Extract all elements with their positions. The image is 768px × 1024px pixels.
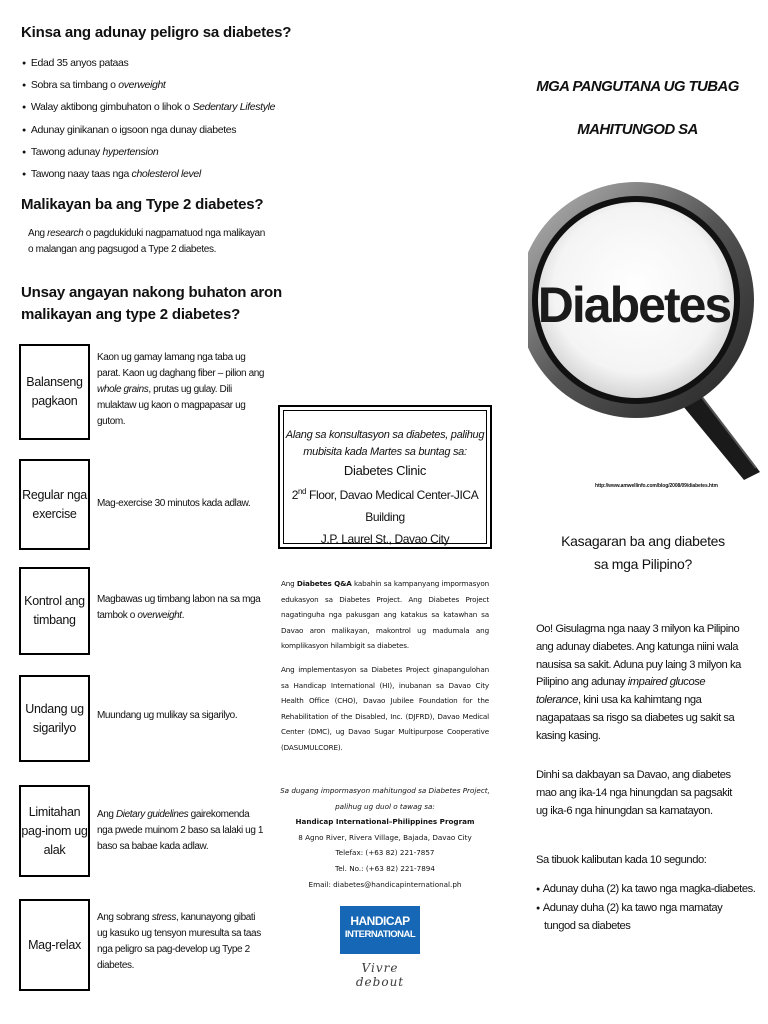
telefax: Telefax: (+63 82) 221-7857 — [335, 848, 435, 858]
magnifying-glass-image — [528, 160, 768, 480]
risk-list — [22, 53, 275, 186]
clinic-intro: Alang sa konsultasyon sa diabetes, palihug mubisita kada Martes sa buntag sa: — [285, 429, 485, 458]
project-paragraph: Ang Diabetes Q&A kabahin sa kampanyang impormasyon edukasyon sa Diabetes Project. Ang Diabetes Project nagatinguha nga pakusgan ang katakus sa katawhan sa Davao aron malikayan, makontrol ug madumala ang komplikasyon hilambigit sa diabetes. — [281, 579, 489, 650]
email: Email: diabetes@handicapinternational.ph — [308, 879, 462, 889]
cover-title-line1: MGA PANGUTANA UG TUBAG — [536, 78, 739, 95]
prevalence-paragraph: Oo! Gisulagma nga naay 3 milyon ka Pilipino ang adunay diabetes. Ang katunga niini wala nausisa sa sakit. Aduna puy laing 3 milyon ka Pilipino ang adunay impaired glucose tolerance, kini usa ka kahimtang nga nagapataas sa risgo sa diabetes ug sakit sa kasing kasing. — [536, 623, 741, 742]
heading-risk: Kinsa ang adunay peligro sa diabetes? — [21, 24, 292, 41]
prevent-paragraph: Ang research o pagdukiduki nagpamatuod nga malikayan o malangan ang pagsugod a Type 2 diabetes. — [28, 228, 265, 255]
worldwide-stats-list — [536, 881, 756, 936]
image-source-url: http://www.amwellinfo.com/blog/2008/09/diabetes.htm — [595, 483, 718, 489]
list-item: ● Tawong naay taas nga cholesterol level — [22, 164, 275, 186]
clinic-name: Diabetes Clinic — [343, 463, 427, 478]
heading-prevalence: Kasagaran ba ang diabetes sa mga Pilipino? — [561, 533, 725, 572]
tip-text: Mag-exercise 30 minutos kada adlaw. — [97, 498, 251, 509]
tip-text: Ang sobrang stress, kanunayong gibati ug kasuko ug tensyon muresulta sa taas nga peligro sa pag-develop ug Type 2 diabetes. — [97, 912, 261, 971]
tip-label-box: Mag-relax — [19, 899, 90, 991]
clinic-street: J.P. Laurel St., Davao City — [320, 532, 450, 546]
contact-block — [280, 783, 490, 892]
cover-title-line2: MAHITUNGOD SA — [577, 121, 698, 138]
tip-text: Muundang ug mulikay sa sigarilyo. — [97, 710, 238, 721]
list-item: ● Adunay ginikanan o igsoon nga dunay diabetes — [22, 120, 275, 142]
tip-text: Kaon ug gamay lamang nga taba ug parat. Kaon ug daghang fiber – pilion ang whole grains, prutas ug gulay. Dili mulaktaw ug kaon o magpapasar ug gutom. — [97, 352, 265, 427]
org-address: 8 Agno River, Rivera Village, Bajada, Davao City — [298, 832, 472, 842]
tip-text: Ang Dietary guidelines gairekomenda nga pwede muinom 2 baso sa lalaki ug 1 baso sa babae kada adlaw. — [97, 809, 264, 852]
list-item: ● Walay aktibong gimbuhaton o lihok o Sedentary Lifestyle — [22, 97, 275, 119]
telephone: Tel. No.: (+63 82) 221-7894 — [335, 863, 435, 873]
list-item: ● Adunay duha (2) ka tawo nga mamatay tungod sa diabetes — [536, 900, 756, 936]
logo-tagline: Vivre debout — [355, 961, 405, 989]
tip-label-box: Undang ug sigarilyo — [19, 675, 90, 762]
davao-paragraph: Dinhi sa dakbayan sa Davao, ang diabetes mao ang ika-14 nga hinungdan sa pagsakit ug ika-6 nga hinungdan sa kamatayon. — [536, 769, 732, 817]
clinic-info-box — [278, 405, 492, 549]
worldwide-intro: Sa tibuok kalibutan kada 10 segundo: — [536, 854, 707, 866]
implementation-paragraph: Ang implementasyon sa Diabetes Project ginapangulohan sa Handicap International (HI), inubanan sa Davao City Health Office (CHO), Davao Jubilee Foundation for the Rehabilitation of the Disabled, Inc. (DJFRD), Davao Medical Center (DMC), ug Davao Sugar Multipurpose Cooperative (DASUMULCORE). — [281, 665, 489, 752]
tip-label-box: Balanseng pagkaon — [19, 344, 90, 440]
contact-intro: Sa dugang impormasyon mahitungod sa Diabetes Project, palihug ug duol o tawag sa: — [280, 786, 490, 811]
list-item: ● Tawong adunay hypertension — [22, 142, 275, 164]
heading-prevent: Malikayan ba ang Type 2 diabetes? — [21, 196, 264, 213]
tip-label-box: Kontrol ang timbang — [19, 567, 90, 655]
tip-label-box: Limitahan pag-inom ug alak — [19, 785, 90, 877]
org-name: Handicap International–Philippines Program — [295, 817, 475, 827]
handicap-international-logo: HANDICAP INTERNATIONAL — [340, 906, 420, 954]
list-item: ● Sobra sa timbang o overweight — [22, 75, 275, 97]
list-item: ● Edad 35 anyos pataas — [22, 53, 275, 75]
magnifier-word: Diabetes — [537, 277, 731, 333]
tip-text: Magbawas ug timbang labon na sa mga tambok o overweight. — [97, 594, 261, 621]
list-item: ● Adunay duha (2) ka tawo nga magka-diabetes. — [536, 881, 756, 900]
clinic-floor: 2nd Floor, Davao Medical Center-JICA Building — [291, 487, 479, 524]
tip-label-box: Regular nga exercise — [19, 459, 90, 550]
heading-what-to-do: Unsay angayan nakong buhaton aron malikayan ang type 2 diabetes? — [21, 284, 282, 323]
